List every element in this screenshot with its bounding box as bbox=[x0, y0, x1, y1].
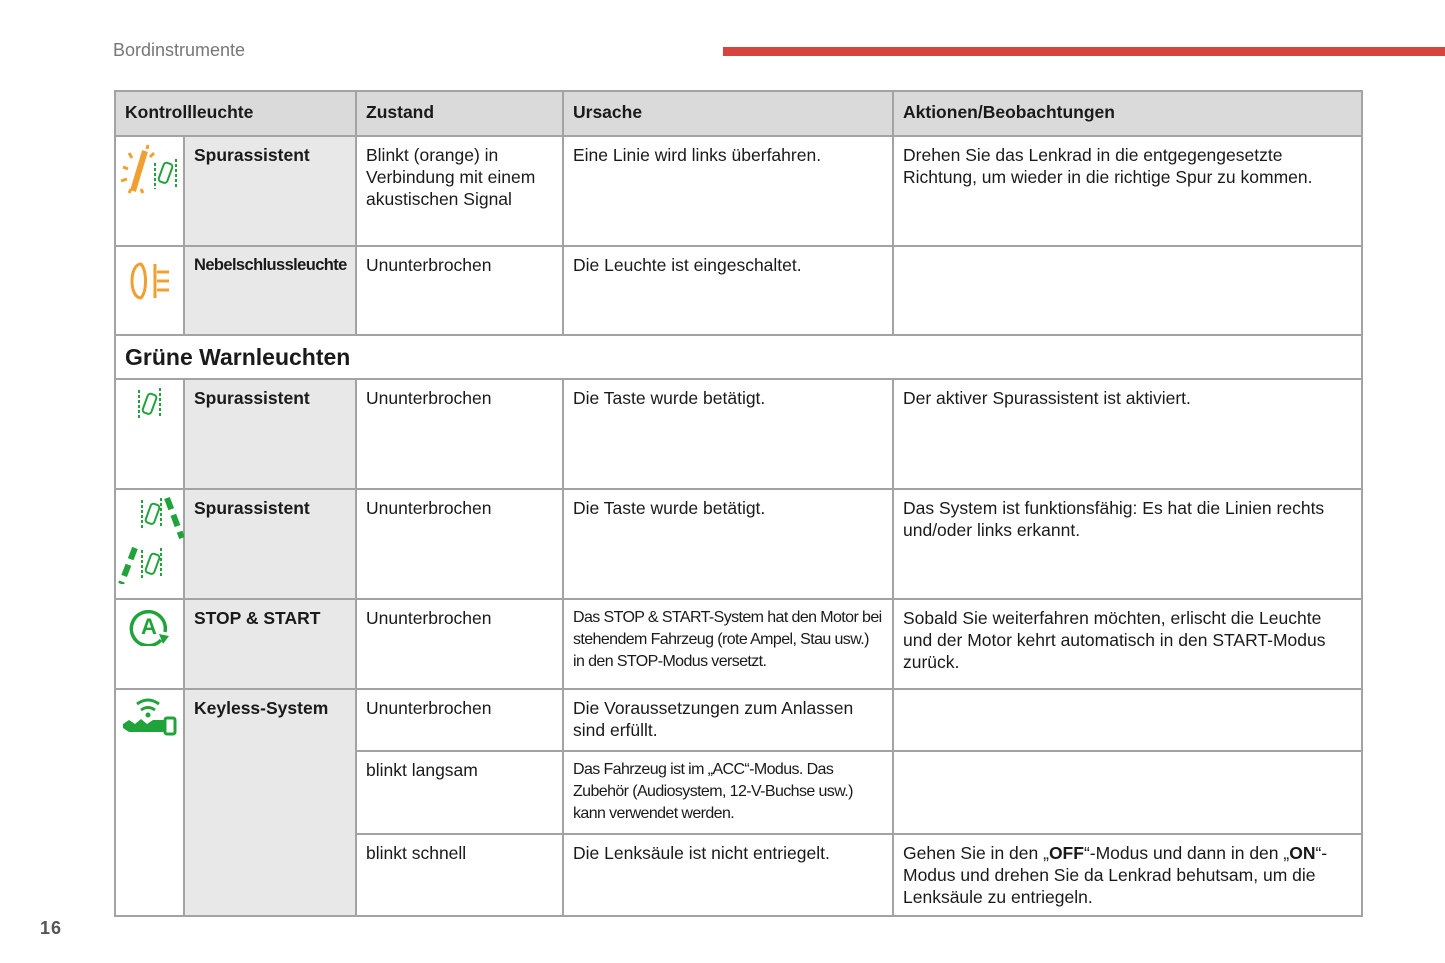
lane-assist-green-icon bbox=[115, 379, 184, 489]
table-header-row bbox=[115, 91, 1362, 136]
state: Ununterbrochen bbox=[356, 246, 563, 335]
state: Ununterbrochen bbox=[356, 489, 563, 599]
cause: Die Taste wurde betätigt. bbox=[563, 489, 893, 599]
action bbox=[893, 246, 1362, 335]
cause: Das STOP & START-System hat den Motor bei stehendem Fahrzeug (rote Ampel, Stau usw.) in den STOP-Modus versetzt. bbox=[563, 599, 893, 689]
action: Der aktiver Spurassistent ist aktiviert. bbox=[893, 379, 1362, 489]
table-row bbox=[115, 136, 1362, 246]
state: Ununterbrochen bbox=[356, 379, 563, 489]
action-text: “-Modus und drehen Sie da Lenkrad behutsam, um die Lenksäule zu entriegeln. bbox=[903, 843, 1328, 907]
light-name: Nebelschlussleuchte bbox=[184, 246, 356, 335]
col-header: Zustand bbox=[356, 91, 563, 136]
table-row bbox=[115, 489, 1362, 599]
table-row bbox=[115, 379, 1362, 489]
light-name: STOP & START bbox=[184, 599, 356, 689]
lane-departure-orange-icon bbox=[115, 136, 184, 246]
cause: Die Lenksäule ist nicht entriegelt. bbox=[563, 834, 893, 916]
cause: Das Fahrzeug ist im „ACC“-Modus. Das Zubehör (Audiosystem, 12-V-Buchse usw.) kann verwendet werden. bbox=[563, 751, 893, 834]
mode-off: OFF bbox=[1048, 843, 1084, 863]
light-name: Spurassistent bbox=[184, 136, 356, 246]
state: Ununterbrochen bbox=[356, 689, 563, 751]
light-name: Spurassistent bbox=[184, 489, 356, 599]
cause: Eine Linie wird links überfahren. bbox=[563, 136, 893, 246]
action bbox=[893, 689, 1362, 751]
state: Blinkt (orange) in Verbindung mit einem akustischen Signal bbox=[356, 136, 563, 246]
state: blinkt schnell bbox=[356, 834, 563, 916]
col-header: Ursache bbox=[563, 91, 893, 136]
table-row bbox=[115, 599, 1362, 689]
warning-lights-table bbox=[114, 90, 1363, 917]
action: Drehen Sie das Lenkrad in die entgegengesetzte Richtung, um wieder in die richtige Spur zu kommen. bbox=[893, 136, 1362, 246]
section-header: Bordinstrumente bbox=[113, 40, 246, 60]
light-name: Spurassistent bbox=[184, 379, 356, 489]
action: Sobald Sie weiterfahren möchten, erlischt die Leuchte und der Motor kehrt automatisch in den START-Modus zurück. bbox=[893, 599, 1362, 689]
section-row bbox=[115, 335, 1362, 379]
accent-bar bbox=[723, 47, 1445, 56]
page-number: 16 bbox=[40, 918, 63, 938]
stop-start-icon bbox=[115, 599, 184, 689]
action: Das System ist funktionsfähig: Es hat die Linien rechts und/oder links erkannt. bbox=[893, 489, 1362, 599]
cause: Die Taste wurde betätigt. bbox=[563, 379, 893, 489]
state: Ununterbrochen bbox=[356, 599, 563, 689]
cause: Die Voraussetzungen zum Anlassen sind erfüllt. bbox=[563, 689, 893, 751]
lane-assist-lines-icon bbox=[115, 489, 184, 599]
table-row bbox=[115, 689, 1362, 751]
mode-on: ON bbox=[1289, 843, 1316, 863]
action-text: Gehen Sie in den „ bbox=[903, 843, 1049, 863]
section-title: Grüne Warnleuchten bbox=[115, 335, 1362, 379]
action bbox=[893, 834, 1362, 916]
state: blinkt langsam bbox=[356, 751, 563, 834]
cause: Die Leuchte ist eingeschaltet. bbox=[563, 246, 893, 335]
col-header: Kontrollleuchte bbox=[115, 91, 356, 136]
keyless-icon bbox=[115, 689, 184, 916]
action-text: “-Modus und dann in den „ bbox=[1083, 843, 1290, 863]
col-header: Aktionen/Beobachtungen bbox=[893, 91, 1362, 136]
action bbox=[893, 751, 1362, 834]
svg-text:A: A bbox=[140, 614, 157, 639]
rear-fog-light-icon bbox=[115, 246, 184, 335]
table-row bbox=[115, 246, 1362, 335]
light-name: Keyless-System bbox=[184, 689, 356, 916]
